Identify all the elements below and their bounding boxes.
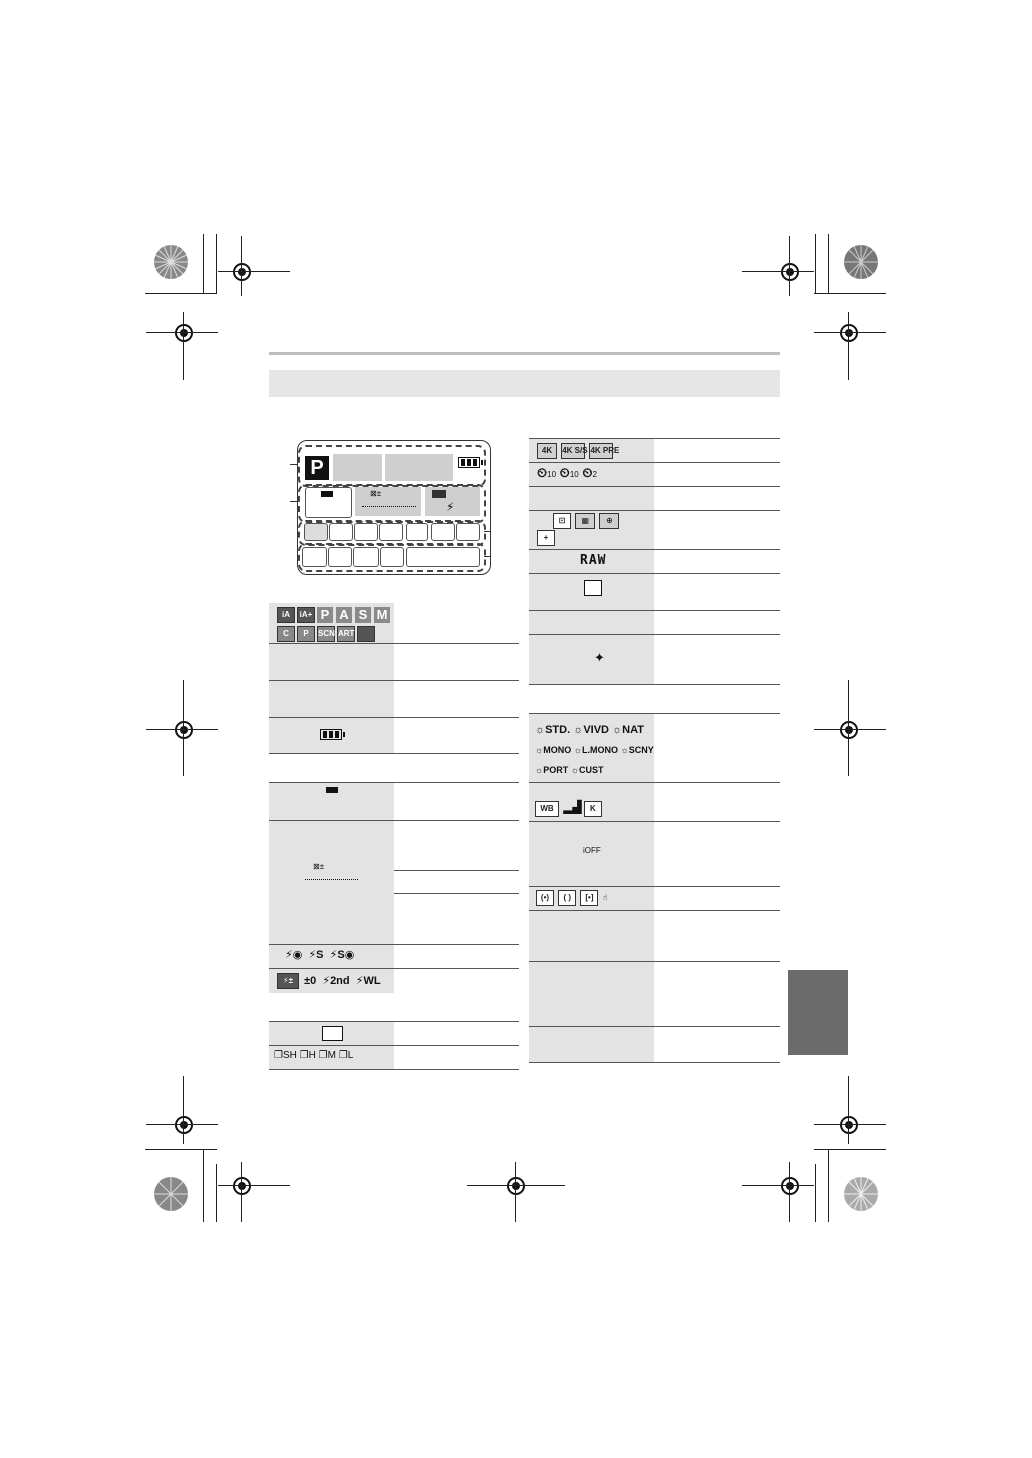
table-row — [269, 783, 519, 821]
table-row — [529, 961, 780, 1027]
table-row — [529, 1026, 780, 1063]
raw-icon: RAW — [580, 553, 607, 568]
af-custom-multi-icon: ⊕ — [599, 513, 619, 529]
4k-burst-ss-icon: 4K S/S — [561, 443, 585, 459]
style-natural-icon: ☼ — [612, 724, 623, 736]
lcd-drive-cell — [304, 523, 328, 541]
timer-10-icon: 10 — [547, 470, 557, 479]
exposure-comp-icon: ⊠± — [370, 489, 382, 498]
registration-mark-icon — [835, 1111, 863, 1139]
lcd-cell-3 — [354, 523, 378, 541]
af-mode-icons — [553, 513, 621, 529]
lcd-metering-cell — [380, 547, 404, 567]
mode-p-icon: P — [317, 607, 333, 623]
aspect-ratio-icon — [584, 580, 602, 596]
registration-mark-icon — [228, 1172, 256, 1200]
flash-slow-red-eye-icon: ⚡S◉ — [329, 949, 355, 961]
self-timer-icons: ⏲10 ⏲10 ⏲2 — [537, 465, 597, 480]
mode-m-icon: M — [374, 607, 390, 623]
table-row — [529, 610, 780, 635]
af-1-area-icon: + — [537, 530, 555, 546]
wb-shade-icon: ▂▟ — [563, 800, 582, 814]
lcd-wb-cell — [328, 547, 352, 567]
ia-plus-mode-icon: iA+ — [297, 607, 315, 623]
style-vivid-icon: ☼ — [573, 724, 584, 736]
registration-mark-icon — [835, 716, 863, 744]
panorama-mode-icon — [357, 626, 375, 642]
color-rosette-icon — [153, 244, 189, 280]
lcd-photo-style-cell — [302, 547, 327, 567]
color-rosette-icon — [843, 244, 879, 280]
header-rule — [269, 352, 780, 355]
burst-sh-icon: SH — [282, 1050, 297, 1061]
flash-adjust-icon: ⚡± — [277, 973, 299, 989]
single-shot-icon — [322, 1026, 343, 1041]
wb-kelvin-icon: K — [584, 801, 602, 817]
table-row — [529, 910, 780, 962]
table-row — [269, 643, 519, 681]
registration-mark-icon — [170, 716, 198, 744]
burst-h-icon: H — [308, 1050, 316, 1061]
table-row — [529, 573, 780, 611]
flash-red-eye-icon: ⚡◉ — [285, 949, 303, 961]
lcd-cell-7 — [456, 523, 480, 541]
flash-slow-sync-icon: ⚡S — [308, 949, 324, 961]
table-row — [269, 1021, 519, 1046]
lcd-cell-5 — [406, 523, 428, 541]
registration-mark-icon — [502, 1172, 530, 1200]
4k-photo-icons — [537, 443, 620, 459]
custom-mode-icon: C — [277, 626, 295, 642]
table-row — [529, 821, 780, 887]
style-custom-icon: ☼ — [570, 765, 580, 775]
lcd-cell-2 — [329, 523, 353, 541]
section-title-band — [269, 370, 780, 397]
battery-icon — [458, 455, 480, 473]
table-section-row — [529, 685, 780, 714]
timer-10-burst-icon: 10 — [569, 470, 579, 479]
burst-m-icon: M — [327, 1050, 336, 1061]
flash-auto-icon: ⚡ — [446, 500, 455, 514]
metering-center-icon: ( ) — [558, 890, 576, 906]
style-lmono-icon: ☼ — [573, 745, 583, 755]
flash-zero-icon: ±0 — [304, 974, 317, 987]
burst-icons: ❐SH ❐H ❐M ❐L — [274, 1050, 354, 1061]
mode-icons-row2 — [277, 625, 377, 643]
table-row — [529, 486, 780, 511]
touch-shutter-icon: ☝ — [602, 893, 608, 903]
creative-video-icon: P — [297, 626, 315, 642]
creative-control-icon: ART — [337, 626, 355, 642]
table-row — [269, 820, 519, 945]
mode-p-indicator: P — [305, 456, 329, 480]
registration-mark-icon — [228, 258, 256, 286]
metering-spot-icon: [•] — [580, 890, 598, 906]
wb-flash-icon: WB — [535, 801, 559, 817]
registration-mark-icon — [776, 258, 804, 286]
color-rosette-icon — [153, 1176, 189, 1212]
battery-icon — [320, 727, 342, 745]
flash-wireless-icon: ⚡WL — [355, 974, 381, 987]
aperture-area — [385, 454, 453, 481]
style-mono-icon: ☼ — [535, 745, 544, 755]
ia-mode-icon: iA — [277, 607, 295, 623]
lcd-af-area-cell — [406, 547, 480, 567]
scene-mode-icon: SCN — [317, 626, 335, 642]
af-49-area-icon: ▦ — [575, 513, 595, 529]
table-section-row — [269, 754, 519, 783]
wb-icons — [535, 800, 604, 817]
burst-l-icon: L — [347, 1050, 354, 1061]
table-section-row — [269, 993, 519, 1022]
style-portrait-icon: ☼ — [535, 765, 544, 775]
exposure-comp-icon: ⊠± — [313, 862, 325, 871]
style-scenery-icon: ☼ — [620, 745, 629, 755]
iauto-off-icon: iOFF — [583, 846, 601, 855]
mode-s-icon: S — [355, 607, 371, 623]
mode-icons-row1 — [277, 606, 393, 624]
photo-style-icons: ☼STD. ☼VIVD ☼NAT ☼MONO ☼L.MONO ☼SCNY ☼PORT ☼CUST — [535, 724, 654, 775]
lcd-iauto-cell — [353, 547, 379, 567]
wrench-icon: ✦ — [594, 650, 605, 665]
metering-icons — [536, 890, 608, 906]
registration-mark-icon — [170, 1111, 198, 1139]
table-row — [529, 549, 780, 574]
flash-adjust-icons — [277, 973, 381, 989]
style-standard-icon: ☼ — [535, 724, 546, 736]
shutter-speed-area — [333, 454, 382, 481]
exposure-scale-icon — [305, 879, 358, 881]
color-rosette-icon — [843, 1176, 879, 1212]
exposure-comp-area — [355, 487, 421, 516]
flash-mode-icons — [285, 948, 354, 961]
4k-pre-burst-icon: 4K PRE — [589, 443, 613, 459]
4k-burst-icon: 4K — [537, 443, 557, 459]
registration-mark-icon — [776, 1172, 804, 1200]
table-row — [269, 717, 519, 754]
mode-a-icon: A — [336, 607, 352, 623]
af-tracking-icon: ⊡ — [553, 513, 571, 529]
flash-2nd-curtain-icon: ⚡2nd — [322, 974, 350, 987]
iso-block-icon — [326, 787, 338, 793]
registration-mark-icon — [835, 319, 863, 347]
lcd-cell-6 — [431, 523, 455, 541]
registration-mark-icon — [170, 319, 198, 347]
iso-block-icon — [321, 491, 333, 497]
timer-2-icon: 2 — [592, 470, 597, 479]
metering-multi-icon: (•) — [536, 890, 554, 906]
lcd-cell-4 — [379, 523, 403, 541]
chapter-side-tab — [788, 970, 848, 1055]
exposure-scale-icon — [362, 506, 416, 508]
table-row — [269, 680, 519, 718]
table-row — [529, 634, 780, 685]
flash-adjust-icon — [432, 490, 446, 498]
